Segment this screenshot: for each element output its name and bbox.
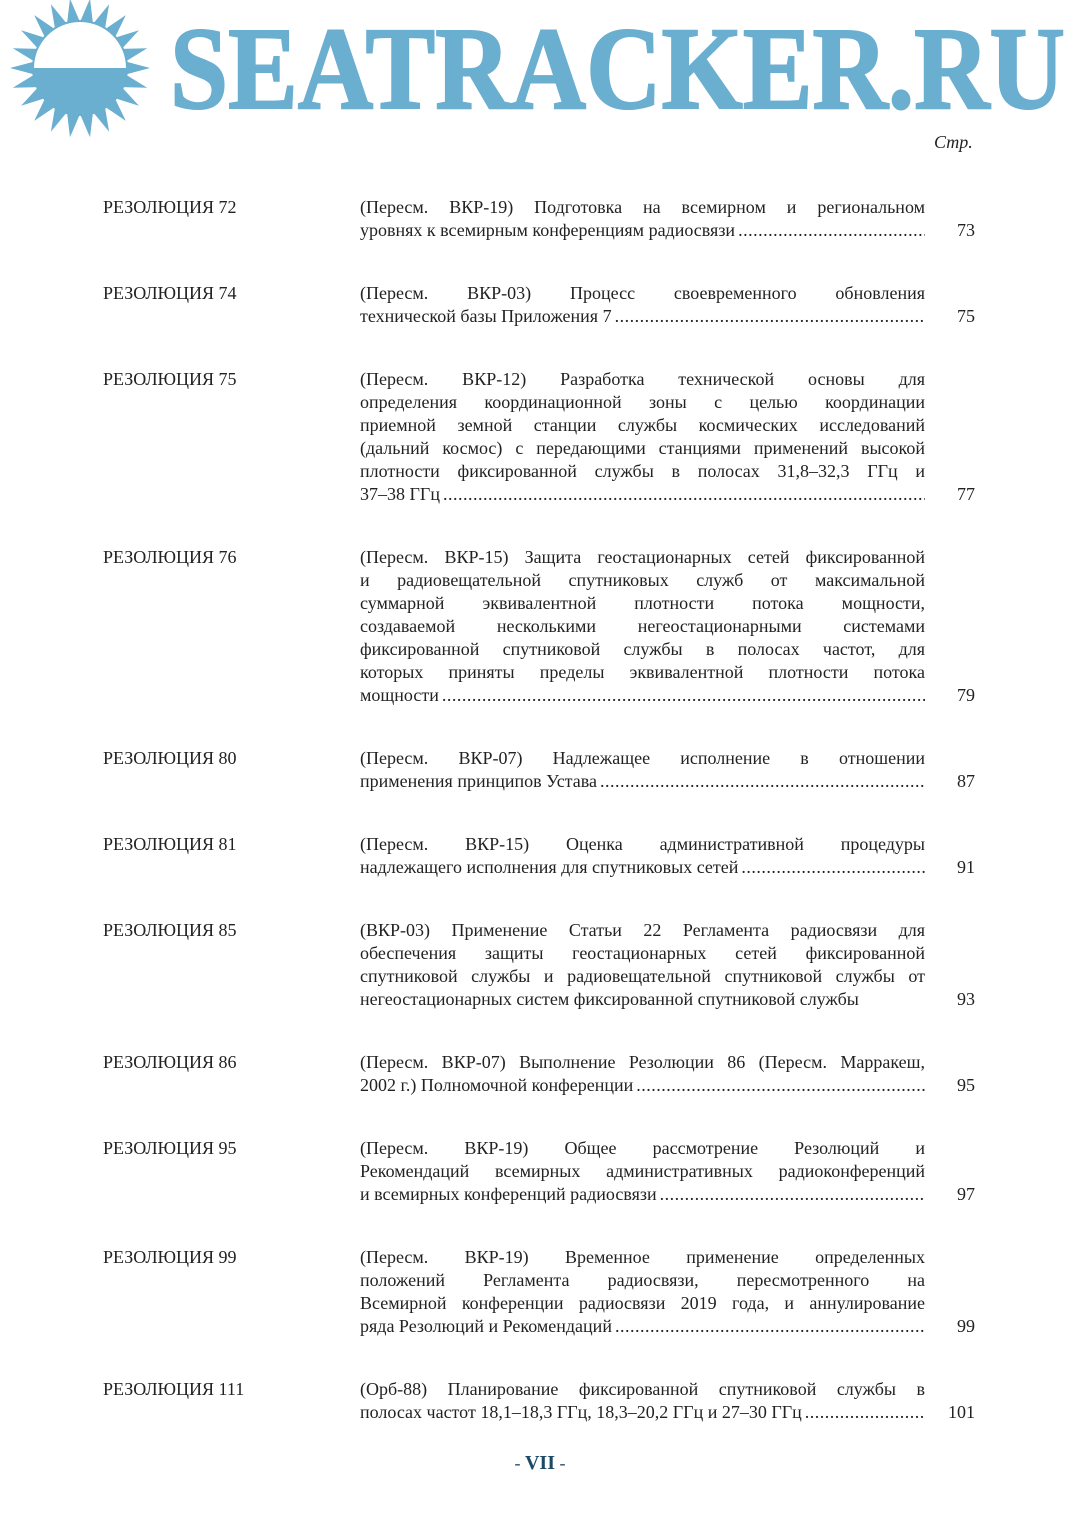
entry-text: полосах частот 18,1–18,3 ГГц, 18,3–20,2 ГГц и 27–30 ГГц xyxy=(360,1402,802,1422)
entry-text-line xyxy=(360,483,925,506)
entry-text-line xyxy=(360,1074,925,1097)
entry-text: 2002 г.) Полномочной конференции xyxy=(360,1075,634,1095)
watermark xyxy=(0,0,1080,144)
entry-text-line: (Орб-88) Планирование фиксированной спутниковой службы в xyxy=(360,1379,925,1399)
entry-text: надлежащего исполнения для спутниковых сетей xyxy=(360,857,739,877)
toc-entry[interactable] xyxy=(103,368,983,506)
page-ref: 97 xyxy=(957,1184,975,1204)
toc-entry[interactable] xyxy=(103,833,983,879)
entry-text-line xyxy=(360,988,925,1011)
resolution-label: РЕЗОЛЮЦИЯ 111 xyxy=(103,1379,245,1399)
resolution-label: РЕЗОЛЮЦИЯ 74 xyxy=(103,283,237,303)
resolution-label: РЕЗОЛЮЦИЯ 85 xyxy=(103,920,237,940)
entry-text-line: (Пересм. ВКР-07) Надлежащее исполнение в отношении xyxy=(360,748,925,768)
entry-text: мощности xyxy=(360,685,439,705)
entry-text-line: которых приняты пределы эквивалентной плотности потока xyxy=(360,662,925,682)
entry-text-line: приемной земной станции службы космических исследований xyxy=(360,415,925,435)
page-column-header: Стр. xyxy=(934,132,973,152)
entry-text-line: определения координационной зоны с целью координации xyxy=(360,392,925,412)
resolution-label: РЕЗОЛЮЦИЯ 80 xyxy=(103,748,237,768)
entry-text-line: положений Регламента радиосвязи, пересмотренного на xyxy=(360,1270,925,1290)
entry-text-line: Всемирной конференции радиосвязи 2019 года, и аннулирование xyxy=(360,1293,925,1313)
entry-text-line: (Пересм. ВКР-19) Временное применение определенных xyxy=(360,1247,925,1267)
entry-text-line: (Пересм. ВКР-19) Подготовка на всемирном и региональном xyxy=(360,197,925,217)
page-ref: 77 xyxy=(957,484,975,504)
page-ref: 73 xyxy=(957,220,975,240)
toc-entry[interactable] xyxy=(103,1378,983,1424)
entry-text: негеостационарных систем фиксированной спутниковой службы xyxy=(360,989,859,1009)
resolution-label: РЕЗОЛЮЦИЯ 86 xyxy=(103,1052,237,1072)
entry-text: уровнях к всемирным конференциям радиосвязи xyxy=(360,220,736,240)
watermark-text: SEATRACKER.RU xyxy=(170,3,1065,134)
page-footer: - VII - xyxy=(514,1452,566,1474)
dot-leader xyxy=(738,219,925,242)
resolution-label: РЕЗОЛЮЦИЯ 75 xyxy=(103,369,237,389)
dot-leader xyxy=(600,770,925,793)
entry-text-line: (Пересм. ВКР-19) Общее рассмотрение Резолюций и xyxy=(360,1138,925,1158)
toc-entry[interactable] xyxy=(103,196,983,242)
dot-leader xyxy=(443,483,925,506)
dot-leader xyxy=(741,856,925,879)
entry-text-line xyxy=(360,770,925,793)
toc-entry[interactable] xyxy=(103,1246,983,1338)
entry-text-line: обеспечения защиты геостационарных сетей фиксированной xyxy=(360,943,925,963)
entry-text-line: плотности фиксированной службы в полосах 31,8–32,3 ГГц и xyxy=(360,461,925,481)
entry-text-line: (Пересм. ВКР-03) Процесс своевременного обновления xyxy=(360,283,925,303)
resolution-label: РЕЗОЛЮЦИЯ 99 xyxy=(103,1247,237,1267)
entry-text-line: (Пересм. ВКР-15) Защита геостационарных сетей фиксированной xyxy=(360,547,925,567)
entry-text-line: (Пересм. ВКР-15) Оценка административной процедуры xyxy=(360,834,925,854)
dot-leader xyxy=(660,1183,925,1206)
dot-leader xyxy=(805,1401,925,1424)
entry-text-line: суммарной эквивалентной плотности потока мощности, xyxy=(360,593,925,613)
toc-entry[interactable] xyxy=(103,1137,983,1206)
entry-text-line: и радиовещательной спутниковых служб от максимальной xyxy=(360,570,925,590)
entry-text: применения принципов Устава xyxy=(360,771,598,791)
resolution-label: РЕЗОЛЮЦИЯ 72 xyxy=(103,197,237,217)
entry-text-line: создаваемой несколькими негеостационарными системами xyxy=(360,616,925,636)
table-of-contents xyxy=(103,196,983,1464)
toc-entry[interactable] xyxy=(103,919,983,1011)
dot-leader xyxy=(615,305,925,328)
entry-text-line: фиксированной спутниковой службы в полосах частот, для xyxy=(360,639,925,659)
toc-entry[interactable] xyxy=(103,1051,983,1097)
dot-leader xyxy=(636,1074,925,1097)
resolution-label: РЕЗОЛЮЦИЯ 81 xyxy=(103,834,237,854)
toc-entry[interactable] xyxy=(103,546,983,707)
resolution-label: РЕЗОЛЮЦИЯ 76 xyxy=(103,547,237,567)
dot-leader xyxy=(442,684,925,707)
entry-text-line xyxy=(360,1401,925,1424)
entry-text: ряда Резолюций и Рекомендаций xyxy=(360,1316,612,1336)
sun-logo-icon xyxy=(10,0,150,137)
entry-text-line: спутниковой службы и радиовещательной спутниковой службы от xyxy=(360,966,925,986)
page-ref: 87 xyxy=(957,771,975,791)
page-ref: 93 xyxy=(957,989,975,1009)
entry-text-line xyxy=(360,1315,925,1338)
toc-entry[interactable] xyxy=(103,747,983,793)
resolution-label: РЕЗОЛЮЦИЯ 95 xyxy=(103,1138,237,1158)
entry-text-line: (дальний космос) с передающими станциями применений высокой xyxy=(360,438,925,458)
entry-text-line xyxy=(360,305,925,328)
page-ref: 79 xyxy=(957,685,975,705)
page-ref: 99 xyxy=(957,1316,975,1336)
entry-text-line xyxy=(360,219,925,242)
dot-leader xyxy=(615,1315,925,1338)
page-number: VII xyxy=(524,1452,555,1474)
entry-text: технической базы Приложения 7 xyxy=(360,306,612,326)
page-ref: 101 xyxy=(948,1402,975,1422)
toc-entry[interactable] xyxy=(103,282,983,328)
page-ref: 95 xyxy=(957,1075,975,1095)
entry-text-line: (Пересм. ВКР-12) Разработка технической основы для xyxy=(360,369,925,389)
entry-text-line xyxy=(360,684,925,707)
entry-text-line xyxy=(360,1183,925,1206)
entry-text-line xyxy=(360,856,925,879)
page-ref: 91 xyxy=(957,857,975,877)
entry-text-line: Рекомендаций всемирных административных радиоконференций xyxy=(360,1161,925,1181)
entry-text: 37–38 ГГц xyxy=(360,484,440,504)
entry-text-line: (ВКР-03) Применение Статьи 22 Регламента радиосвязи для xyxy=(360,920,925,940)
page-ref: 75 xyxy=(957,306,975,326)
entry-text: и всемирных конференций радиосвязи xyxy=(360,1184,657,1204)
entry-text-line: (Пересм. ВКР-07) Выполнение Резолюции 86 (Пересм. Марракеш, xyxy=(360,1052,925,1072)
